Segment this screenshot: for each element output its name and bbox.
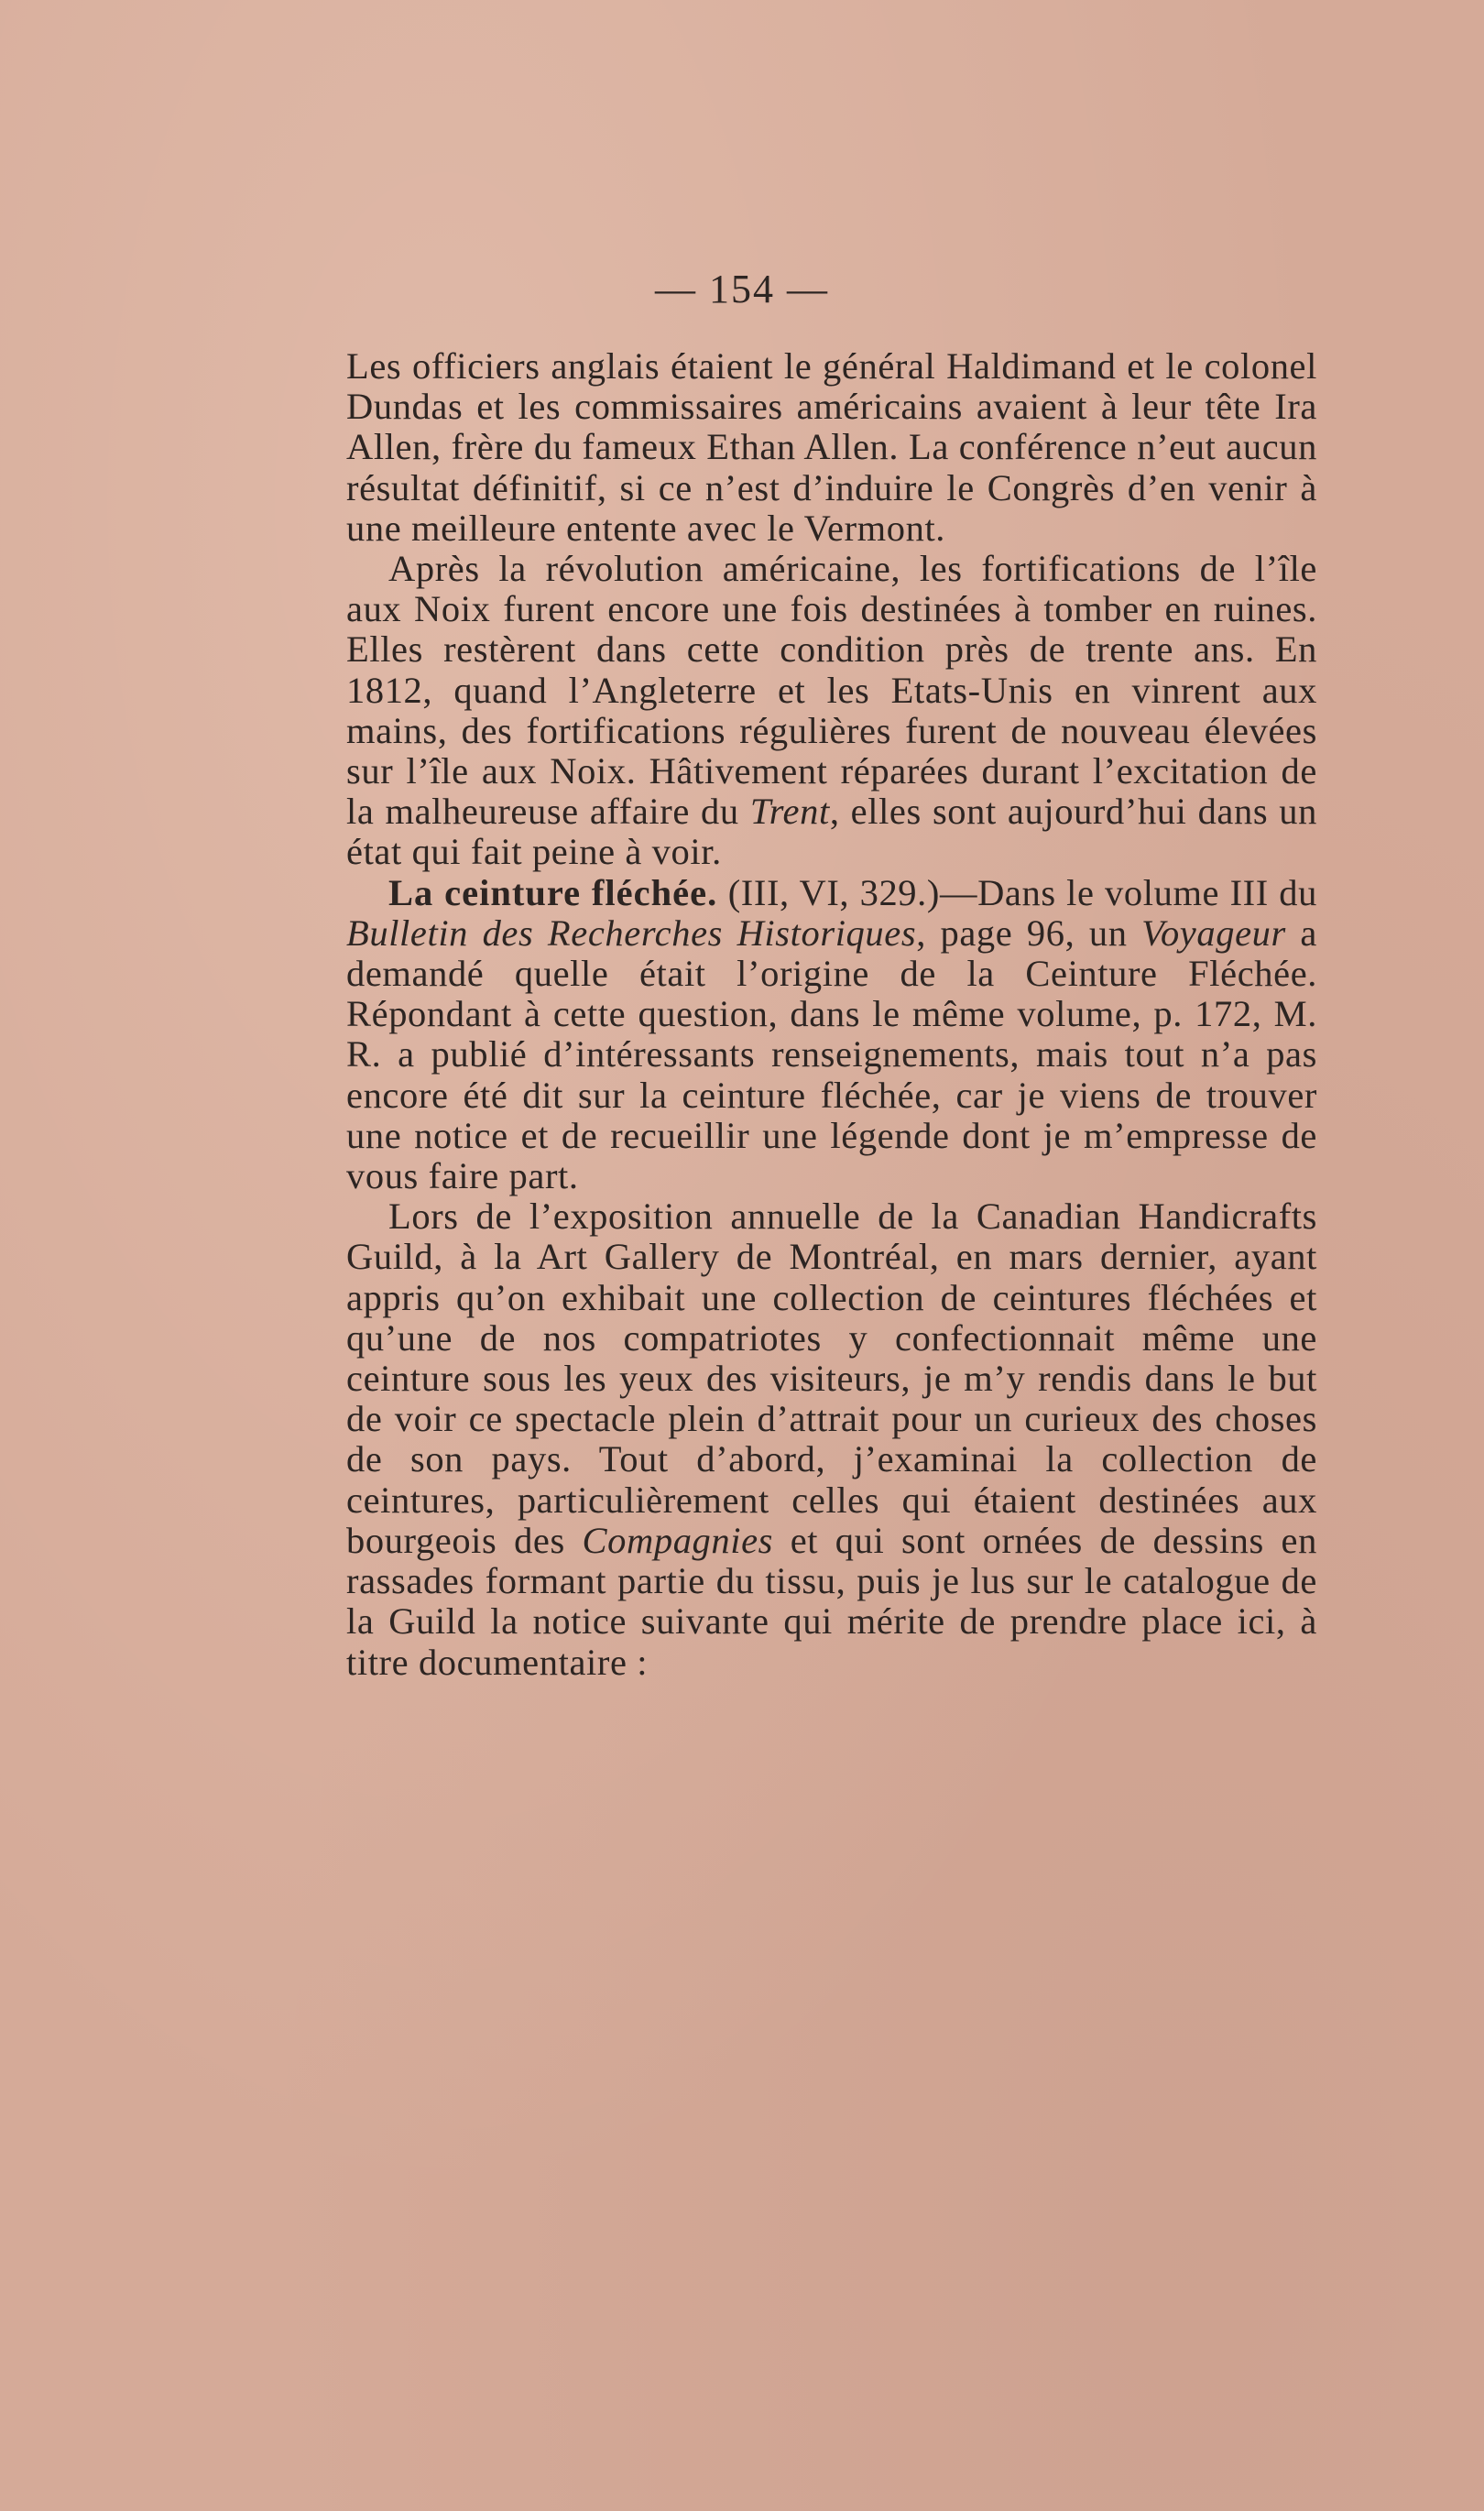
paragraph-2 <box>346 549 1317 873</box>
body-text <box>346 346 1317 1683</box>
paragraph-4-italic: Compagnies <box>582 1519 774 1561</box>
paragraph-2-text: Après la révolution américaine, les fortifications de l’île aux Noix furent encore une fois destinées à tomber en ruines. Elles restèrent dans cette condition près de trente ans. En 1812, quand l’Angleterre et les Etats-Unis en vinrent aux mains, des fortifications régulières furent de nouveau élevées sur l’île aux Noix. Hâtivement réparées durant l’excitation de la malheureuse affaire du <box>346 548 1317 833</box>
paragraph-2-italic: Trent <box>749 791 830 833</box>
paragraph-4-text-b: et qui sont ornées de dessins en rassades formant partie du tissu, puis je lus sur le catalogue de la Guild la notice suivante qui mérite de prendre place ici, à titre documentaire : <box>346 1519 1317 1683</box>
paragraph-3-italic-1: Bulletin des Recherches Historiques <box>346 912 917 954</box>
paragraph-1: Les officiers anglais étaient le général Haldimand et le colonel Dundas et les commissaires américains avaient à leur tête Ira Allen, frère du fameux Ethan Allen. La conférence n’eut aucun résultat définitif, si ce n’est d’induire le Congrès d’en venir à une meilleure entente avec le Vermont. <box>346 345 1317 549</box>
section-heading: La ceinture fléchée. <box>388 871 718 913</box>
paragraph-3-text-c: a demandé quelle était l’origine de la Ceinture Fléchée. Répondant à cette question, dans le même volume, p. 172, M. R. a publié d’intéressants renseignements, mais tout n’a pas encore été dit sur la ceinture fléchée, car je viens de trouver une notice et de recueillir une légende dont je m’empresse de vous faire part. <box>346 912 1317 1197</box>
paragraph-4-text-a: Lors de l’exposition annuelle de la Canadian Handicrafts Guild, à la Art Gallery de Montréal, en mars dernier, ayant appris qu’on exhibait une collection de ceintures fléchées et qu’une de nos compatriotes y confectionnait même une ceinture sous les yeux des visiteurs, je m’y rendis dans le but de voir ce spectacle plein d’attrait pour un curieux des choses de son pays. Tout d’abord, j’examinai la collection de ceintures, particulièrement celles qui étaient destinées aux bourgeois des <box>346 1195 1317 1561</box>
page-number: — 154 — <box>655 267 829 311</box>
paragraph-4 <box>346 1196 1317 1682</box>
paragraph-3-text-b: , page 96, un <box>916 912 1142 954</box>
paragraph-3 <box>346 873 1317 1197</box>
paragraph-3-italic-2: Voyageur <box>1141 912 1286 954</box>
paragraph-3-text-a: (III, VI, 329.)—Dans le volume III du <box>717 871 1318 913</box>
paragraph-2-end: , elles sont aujourd’hui dans un état qui fait peine à voir. <box>346 791 1317 873</box>
